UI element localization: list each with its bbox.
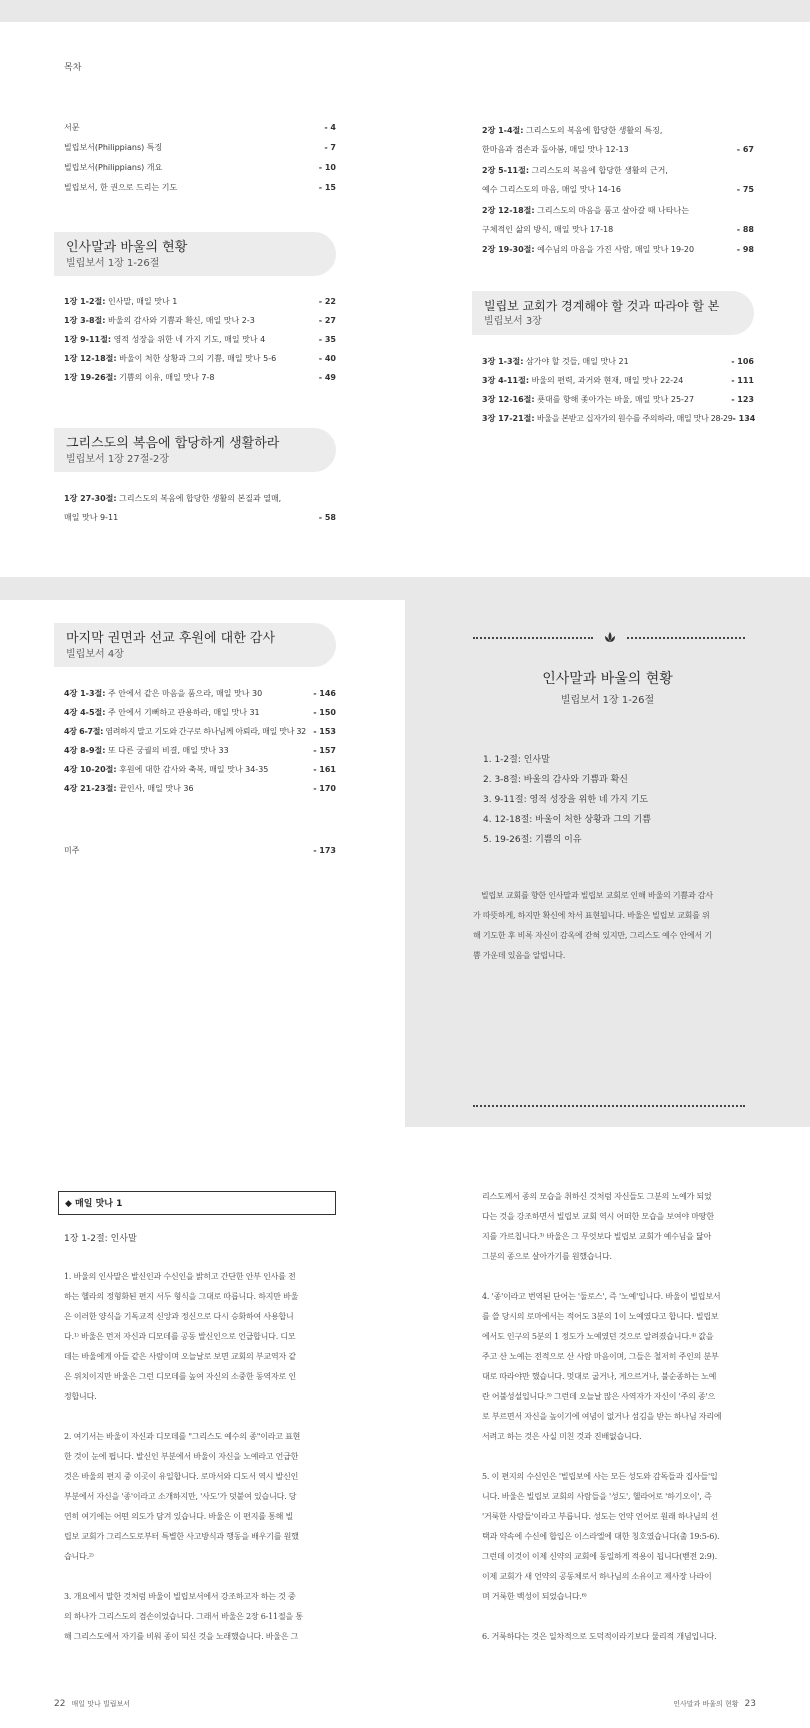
toc-item-cont[interactable]: 한마음과 겸손과 돌아봄, 매일 맛나 12-13 - 67: [482, 145, 754, 154]
daily-manna-label: ◆ 매일 맛나 1: [65, 1199, 123, 1209]
toc-item[interactable]: 4장 21-23절: 끝인사, 매일 맛나 36 - 170: [64, 784, 336, 793]
page-number: 22: [54, 1699, 66, 1709]
section-title: 빌립보 교회가 경계해야 할 것과 따라야 할 본: [484, 299, 720, 313]
section-heading-2: [54, 428, 336, 472]
section-title: 마지막 권면과 선교 후원에 대한 감사: [66, 631, 276, 646]
ornament-rule-right: [627, 637, 745, 639]
running-title: 인사말과 바울의 현황: [673, 1700, 739, 1708]
section-title: 인사말과 바울의 현황: [66, 240, 188, 255]
spread-2-left-page: [0, 600, 405, 1127]
section-subtitle: 빌립보서 4장: [66, 648, 124, 660]
toc-item[interactable]: 4장 4-5절: 주 안에서 기뻐하고 관용하라, 매일 맛나 31 - 150: [64, 708, 336, 717]
chapter-subtitle: 빌립보서 1장 1-26절: [560, 695, 655, 706]
toc-item[interactable]: 3장 1-3절: 삼가야 할 것들, 매일 맛나 21 - 106: [482, 357, 754, 366]
chapter-title: 인사말과 바울의 현황: [542, 671, 673, 687]
toc-item[interactable]: 3장 12-16절: 푯대를 향해 좇아가는 바울, 매일 맛나 25-27 - 123: [482, 395, 754, 404]
toc-front-item[interactable]: 빌립보서(Philippians) 개요 - 10: [64, 163, 336, 172]
toc-item[interactable]: 1장 3-8절: 바울의 감사와 기쁨과 확신, 매일 맛나 2-3 - 27: [64, 316, 336, 325]
toc-item[interactable]: 3장 4-11절: 바울의 편력, 과거와 현재, 매일 맛나 22-24 - 111: [482, 376, 754, 385]
toc-item[interactable]: 2장 1-4절: 그리스도의 복음에 합당한 생활의 특징,: [482, 126, 663, 135]
leaf-ornament-icon: [603, 630, 617, 644]
passage-heading: 1장 1-2절: 인사말: [64, 1234, 137, 1244]
intro-line: 가 따뜻하게, 하지만 확신에 차서 표현됩니다. 바울은 빌립보 교회를 위: [473, 911, 710, 920]
section-subtitle: 빌립보서 1장 1-26절: [66, 257, 160, 269]
chapter-opener: [405, 600, 810, 1127]
page-number: 23: [744, 1699, 756, 1709]
right-column-text: [482, 1187, 754, 1647]
section-heading-4: [54, 623, 336, 667]
toc-item[interactable]: 2장 19-30절: 예수님의 마음을 가진 사람, 매일 맛나 19-20 - 98: [482, 245, 754, 254]
toc-item-cont[interactable]: 구체적인 삶의 방식, 매일 맛나 17-18 - 88: [482, 225, 754, 234]
toc-front-item[interactable]: 서문 - 4: [64, 123, 336, 132]
toc-endnotes[interactable]: 미주 - 173: [64, 846, 336, 855]
paragraph: 1. 바울의 인사말은 발신인과 수신인을 밝히고 간단한 안부 인사를 전 하는 헬라의 정형화된 편지 서두 형식을 그대로 따릅니다. 하지만 바울 은 이러한 양식을 기독교적 신앙과 정신으로 다시 승화하여 사용합니 다.¹⁾ 바울은 먼저 자신과 디모데를 공동 발신인으로 언급합니다. 디모 데는 바울에게 아들 같은 사람이며 오늘날로 보면 교회의 부교역자 같 은 위치이지만 바울은 그런 디모데를 높여 자신의 소중한 동역자로 인 정합니다.: [64, 1272, 299, 1401]
spread-1: [0, 22, 810, 577]
outline-item: 2. 3-8절: 바울의 감사와 기쁨과 확신: [483, 775, 628, 785]
toc-item[interactable]: 4장 10-20절: 후원에 대한 감사와 축복, 매일 맛나 34-35 - 161: [64, 765, 336, 774]
spread-3: [0, 1127, 810, 1728]
paragraph: 리스도께서 종의 모습을 취하신 것처럼 자신들도 그분의 노예가 되었 다는 것을 강조하면서 빌립보 교회 역시 어떠한 모습을 보여야 마땅한 지를 가르칩니다.³⁾ 바울은 그 무엇보다 빌립보 교회가 예수님을 닮아 그분의 종으로 살아가기를 원했습니다.: [482, 1192, 714, 1261]
chapter-outline: [483, 750, 651, 850]
footer-right: [673, 1699, 756, 1709]
paragraph: 3. 개요에서 말한 것처럼 바울이 빌립보서에서 강조하고자 하는 것 중 의 하나가 그리스도의 겸손이었습니다. 그래서 바울은 2장 6-11절을 통 해 그리스도에서 자기를 비워 종이 되신 것을 노래했습니다. 바울은 그: [64, 1592, 303, 1641]
toc-item[interactable]: 1장 27-30절: 그리스도의 복음에 합당한 생활의 본질과 열매,: [64, 494, 282, 503]
outline-item: 5. 19-26절: 기쁨의 이유: [483, 835, 582, 845]
toc-item[interactable]: 1장 9-11절: 영적 성장을 위한 네 가지 기도, 매일 맛나 4 - 35: [64, 335, 336, 344]
toc-front-item[interactable]: 빌립보서, 한 권으로 드리는 기도 - 15: [64, 183, 336, 192]
section-title: 그리스도의 복음에 합당하게 생활하라: [66, 436, 280, 451]
toc-item[interactable]: 2장 12-18절: 그리스도의 마음을 품고 살아갈 때 나타나는: [482, 206, 689, 215]
toc-item[interactable]: 2장 5-11절: 그리스도의 복음에 합당한 생활의 근거,: [482, 166, 668, 175]
toc-front-item[interactable]: 빌립보서(Philippians) 특징 - 7: [64, 143, 336, 152]
toc-item[interactable]: 1장 12-18절: 바울이 처한 상황과 그의 기쁨, 매일 맛나 5-6 - 40: [64, 354, 336, 363]
toc-item[interactable]: 1장 19-26절: 기쁨의 이유, 매일 맛나 7-8 - 49: [64, 373, 336, 382]
section-subtitle: 빌립보서 1장 27절-2장: [66, 453, 170, 465]
paragraph: 5. 이 편지의 수신인은 '빌립보에 사는 모든 성도와 감독들과 집사들'입 니다. 바울은 빌립보 교회의 사람들을 '성도', 헬라어로 '하기오이', 즉 '거룩한 사람들'이라고 부릅니다. 성도는 언약 언어로 원래 하나님의 선 택과 약속에 수신에 합입은 이스라엘에 대한 칭호였습니다(출 19:5-6). 그런데 이것이 이제 신약의 교회에 동일하게 적용이 됩니다(벧전 2:9). 이제 교회가 새 언약의 공동체로서 하나님의 소유이고 제사장 나라이 며 거룩한 백성이 되었습니다.⁶⁾: [482, 1472, 720, 1601]
section-heading-3: [472, 291, 754, 335]
intro-line: 쁨 가운데 있음을 알립니다.: [473, 951, 566, 960]
daily-manna-box: [58, 1191, 336, 1215]
footer-left: [54, 1699, 130, 1709]
chapter-intro: [473, 886, 745, 966]
top-grey-band: [0, 0, 810, 22]
toc-item[interactable]: 3장 17-21절: 바울을 본받고 십자가의 원수를 주의하라, 매일 맛나 28-29 - 134: [482, 414, 756, 423]
section-subtitle: 빌립보서 3장: [484, 315, 542, 327]
outline-item: 4. 12-18절: 바울이 처한 상황과 그의 기쁨: [483, 815, 651, 825]
outline-item: 3. 9-11절: 영적 성장을 위한 네 가지 기도: [483, 795, 649, 805]
paragraph: 6. 거룩하다는 것은 일차적으로 도덕적이라기보다 물리적 개념입니다.: [482, 1632, 717, 1641]
outline-item: 1. 1-2절: 인사말: [483, 755, 550, 765]
toc-item[interactable]: 4장 6-7절: 염려하지 말고 기도와 간구로 하나님께 아뢰라, 매일 맛나 32 - 153: [64, 727, 336, 736]
toc-item[interactable]: 1장 1-2절: 인사말, 매일 맛나 1 - 22: [64, 297, 336, 306]
toc-item-cont[interactable]: 매일 맛나 9-11 - 58: [64, 513, 336, 522]
toc-item[interactable]: 4장 8-9절: 또 다른 궁궐의 비결, 매일 맛나 33 - 157: [64, 746, 336, 755]
intro-line: 해 기도한 후 비록 자신이 감옥에 갇혀 있지만, 그리스도 예수 안에서 기: [473, 931, 712, 940]
bottom-dotted-rule: [473, 1105, 745, 1107]
ornament-rule-left: [473, 637, 593, 639]
paragraph: 2. 여기서는 바울이 자신과 디모데를 "그리스도 예수의 종"이라고 표현 한 것이 눈에 띕니다. 발신인 부분에서 바울이 자신을 노예라고 언급한 것은 바울의 편지 중 이곳이 유일합니다. 로마서와 디도서 역시 발신인 부분에서 자신을 '종'이라고 소개하지만, '사도'가 덧붙여 있습니다. 당 연히 여기에는 어떤 의도가 담겨 있습니다. 바울은 이 편지를 통해 빌 립보 교회가 그리스도로부터 특별한 사고방식과 행동을 배우기를 원했 습니다.²⁾: [64, 1432, 301, 1561]
toc-item-cont[interactable]: 예수 그리스도의 마음, 매일 맛나 14-16 - 75: [482, 185, 754, 194]
section-heading-1: [54, 232, 336, 276]
running-title: 매일 맛나 빌립보서: [71, 1700, 130, 1708]
intro-line: 빌립보 교회를 향한 인사말과 빌립보 교회로 인해 바울의 기쁨과 감사: [481, 891, 713, 900]
left-column-text: [64, 1267, 336, 1647]
paragraph: 4. '종'이라고 번역된 단어는 '둘로스', 즉 '노예'입니다. 바울이 빌립보서 를 쓸 당시의 로마에서는 적어도 3분의 1이 노예였다고 합니다. 빌립보 에서도 인구의 5분의 1 정도가 노예였던 것으로 알려졌습니다.⁴⁾ 값을 주고 산 노예는 전적으로 산 사람 마음이며, 그들은 철저히 주인의 분부 대로 따라야만 했습니다. 멋대로 굽거나, 게으르거나, 불순종하는 노예 란 어불성설입니다.⁵⁾ 그런데 오늘날 많은 사역자가 자신이 '주의 종'으 로 부르면서 자신을 높이기에 여념이 없거나 섬김을 받는 하나님 자리에 서려고 하는 것은 사실 미친 것과 진배없습니다.: [482, 1292, 722, 1441]
toc-header: 목차: [64, 63, 82, 73]
toc-item[interactable]: 4장 1-3절: 주 안에서 같은 마음을 품으라, 매일 맛나 30 - 146: [64, 689, 336, 698]
